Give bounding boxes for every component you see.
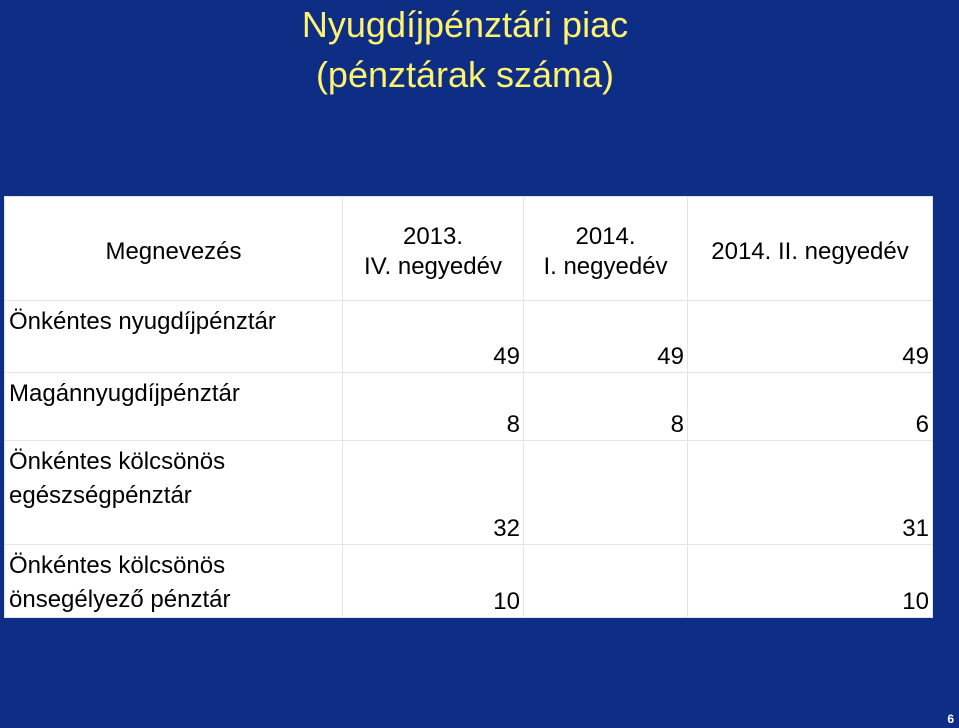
fund-count-table-container: [4, 196, 932, 617]
slide-title-line-2: (pénztárak száma): [315, 54, 615, 95]
row-name: Önkéntes kölcsönös önsegélyező pénztár: [5, 545, 343, 618]
header-2013-q4: [343, 197, 524, 301]
table-row: [5, 441, 933, 545]
table-row: [5, 373, 933, 441]
row-value-2014-q2: 10: [688, 545, 933, 618]
row-value-2014-q1: 49: [524, 301, 688, 373]
header-2014-q2: 2014. II. negyedév: [688, 197, 933, 301]
header-2013-q4-year: 2013.: [402, 222, 464, 250]
row-name: Magánnyugdíjpénztár: [5, 373, 343, 441]
header-2013-q4-quarter: IV. negyedév: [364, 252, 502, 280]
row-value-2014-q2: 6: [688, 373, 933, 441]
row-value-2013-q4: 8: [343, 373, 524, 441]
header-2014-q1: [524, 197, 688, 301]
table-row: [5, 301, 933, 373]
row-value-2013-q4: 49: [343, 301, 524, 373]
slide-title-line-1: Nyugdíjpénztári piac: [301, 4, 629, 45]
fund-count-table: [4, 196, 933, 618]
table-row: [5, 545, 933, 618]
page-number: 6: [947, 712, 954, 726]
row-value-2013-q4: 10: [343, 545, 524, 618]
row-value-2014-q2: 31: [688, 441, 933, 545]
row-value-2014-q1: [524, 441, 688, 545]
table-header-row: [5, 197, 933, 301]
slide-title: [0, 0, 930, 100]
row-name: Önkéntes kölcsönös egészségpénztár: [5, 441, 343, 545]
row-value-2013-q4: 32: [343, 441, 524, 545]
header-2014-q1-quarter: I. negyedév: [543, 252, 668, 280]
header-name: Megnevezés: [5, 197, 343, 301]
row-value-2014-q1: 8: [524, 373, 688, 441]
row-value-2014-q2: 49: [688, 301, 933, 373]
row-name: Önkéntes nyugdíjpénztár: [5, 301, 343, 373]
row-value-2014-q1: [524, 545, 688, 618]
header-2014-q1-year: 2014.: [575, 222, 636, 250]
